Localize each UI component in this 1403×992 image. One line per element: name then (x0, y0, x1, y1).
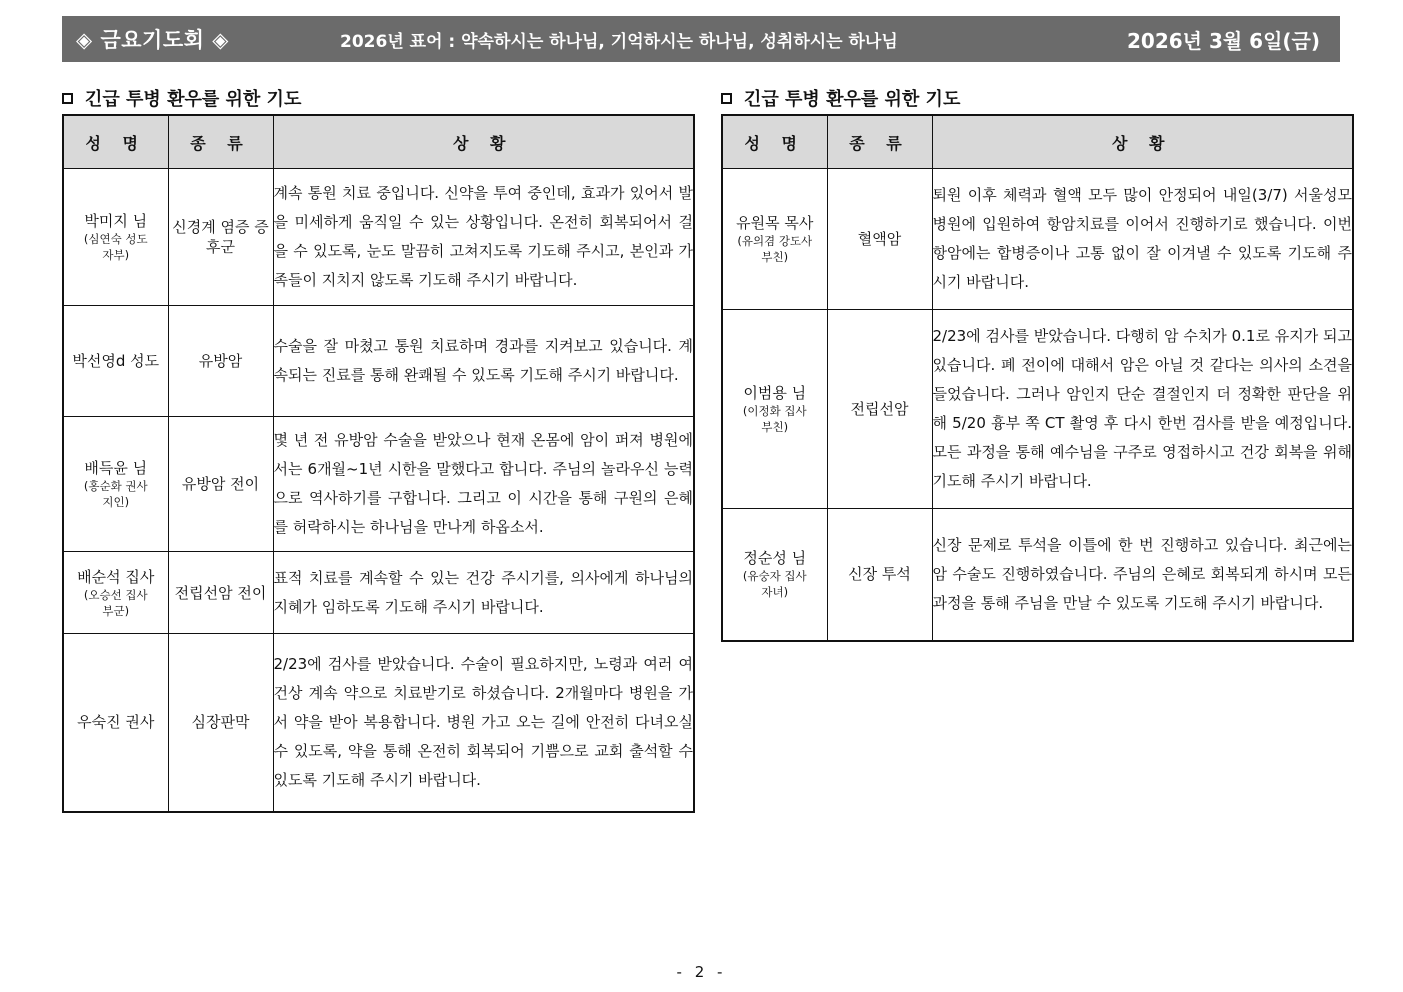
illness-type: 유방암 (168, 306, 273, 417)
table-row (63, 552, 694, 634)
patient-name-cell (63, 634, 168, 812)
patient-name-cell (722, 310, 827, 509)
patient-name-cell (722, 509, 827, 641)
column-header-situation: 상 황 (273, 115, 694, 169)
patient-relation: (유의겸 강도사 부친) (737, 234, 813, 264)
table-row (63, 634, 694, 812)
column-header-type: 종 류 (168, 115, 273, 169)
page-number: - 2 - (676, 963, 727, 981)
situation-text: 신장 문제로 투석을 이틀에 한 번 진행하고 있습니다. 최근에는 암 수술도 진행하였습니다. 주님의 은혜로 회복되게 하시며 모든 과정을 통해 주님을 만날 수 있도록 기도해 주시기 바랍니다. (932, 509, 1353, 641)
patient-relation: (이정화 집사 부친) (742, 404, 807, 434)
illness-type: 유방암 전이 (168, 417, 273, 552)
patient-name-cell (63, 417, 168, 552)
meeting-title: ◈ 금요기도회 ◈ (76, 28, 229, 52)
table-row (722, 509, 1353, 641)
table-row (63, 306, 694, 417)
patient-relation: (심연숙 성도 자부) (83, 232, 148, 262)
illness-type: 전립선암 전이 (168, 552, 273, 634)
checkbox-icon (62, 93, 73, 104)
checkbox-icon (721, 93, 732, 104)
right-prayer-table (721, 114, 1354, 642)
year-motto: 2026년 표어 : 약속하시는 하나님, 기억하시는 하나님, 성취하시는 하나님 (340, 31, 898, 52)
patient-name: 유원목 목사 (736, 214, 814, 232)
patient-relation: (홍순화 권사 지인) (83, 479, 148, 509)
illness-type: 전립선암 (827, 310, 932, 509)
table-row (722, 169, 1353, 310)
patient-name-cell (63, 169, 168, 306)
patient-name: 배득윤 님 (84, 459, 148, 477)
situation-text: 몇 년 전 유방암 수술을 받았으나 현재 온몸에 암이 퍼져 병원에서는 6개월~1년 시한을 말했다고 합니다. 주님의 놀라우신 능력으로 역사하기를 구합니다. 그리고 이 시간을 통해 구원의 은혜를 허락하시는 하나님을 만나게 하옵소서. (273, 417, 694, 552)
patient-name-cell (63, 306, 168, 417)
patient-relation: (유숭자 집사 자녀) (742, 569, 807, 600)
illness-type: 혈액암 (827, 169, 932, 310)
column-header-name: 성 명 (722, 115, 827, 169)
situation-text: 퇴원 이후 체력과 혈액 모두 많이 안정되어 내일(3/7) 서울성모병원에 입원하여 항암치료를 이어서 진행하기로 했습니다. 이번 항암에는 합병증이나 고통 없이 잘 이겨낼 수 있도록 기도해 주시기 바랍니다. (932, 169, 1353, 310)
right-section-title-text: 긴급 투병 환우를 위한 기도 (744, 89, 961, 110)
situation-text: 계속 통원 치료 중입니다. 신약을 투여 중인데, 효과가 있어서 발을 미세하게 움직일 수 있는 상황입니다. 온전히 회복되어서 걸을 수 있도록, 눈도 말끔히 고쳐지도록 기도해 주시고, 본인과 가족들이 지치지 않도록 기도해 주시기 바랍니다. (273, 169, 694, 306)
patient-name-cell (722, 169, 827, 310)
illness-type: 신장 투석 (827, 509, 932, 641)
column-header-name: 성 명 (63, 115, 168, 169)
illness-type: 심장판막 (168, 634, 273, 812)
illness-type: 신경계 염증 증후군 (168, 169, 273, 306)
table-row (63, 169, 694, 306)
patient-name: 박미지 님 (84, 212, 148, 230)
situation-text: 2/23에 검사를 받았습니다. 다행히 암 수치가 0.1로 유지가 되고 있습니다. 폐 전이에 대해서 암은 아닐 것 같다는 의사의 소견을 들었습니다. 그러나 암인지 단순 결절인지 더 정확한 판단을 위해 5/20 흉부 쪽 CT 촬영 후 다시 한번 검사를 받을 예정입니다. 모든 과정을 통해 예수님을 구주로 영접하시고 건강 회복을 위해 기도해 주시기 바랍니다. (932, 310, 1353, 509)
left-section-title (62, 85, 301, 111)
column-header-situation: 상 황 (932, 115, 1353, 169)
meeting-date: 2026년 3월 6일(금) (1127, 28, 1320, 53)
patient-name: 우숙진 권사 (77, 713, 155, 732)
left-prayer-table (62, 114, 695, 813)
table-header-row (722, 115, 1353, 169)
patient-name: 정순성 님 (743, 549, 807, 568)
left-section-title-text: 긴급 투병 환우를 위한 기도 (85, 89, 302, 110)
header-banner (62, 16, 1340, 62)
situation-text: 수술을 잘 마쳤고 통원 치료하며 경과를 지켜보고 있습니다. 계속되는 진료를 통해 완쾌될 수 있도록 기도해 주시기 바랍니다. (273, 306, 694, 417)
patient-name: 배순석 집사 (77, 567, 155, 586)
patient-name-cell (63, 552, 168, 634)
patient-name: 박선영d 성도 (72, 352, 160, 370)
table-row (722, 310, 1353, 509)
situation-text: 2/23에 검사를 받았습니다. 수술이 필요하지만, 노령과 여러 여건상 계속 약으로 치료받기로 하셨습니다. 2개월마다 병원을 가서 약을 받아 복용합니다. 병원 가고 오는 길에 안전히 다녀오실 수 있도록, 약을 통해 온전히 회복되어 기쁨으로 교회 출석할 수 있도록 기도해 주시기 바랍니다. (273, 634, 694, 812)
table-row (63, 417, 694, 552)
patient-name: 이범용 님 (743, 384, 807, 402)
situation-text: 표적 치료를 계속할 수 있는 건강 주시기를, 의사에게 하나님의 지혜가 임하도록 기도해 주시기 바랍니다. (273, 552, 694, 634)
table-header-row (63, 115, 694, 169)
right-section-title (721, 85, 960, 111)
patient-relation: (오승선 집사 부군) (83, 587, 148, 618)
column-header-type: 종 류 (827, 115, 932, 169)
